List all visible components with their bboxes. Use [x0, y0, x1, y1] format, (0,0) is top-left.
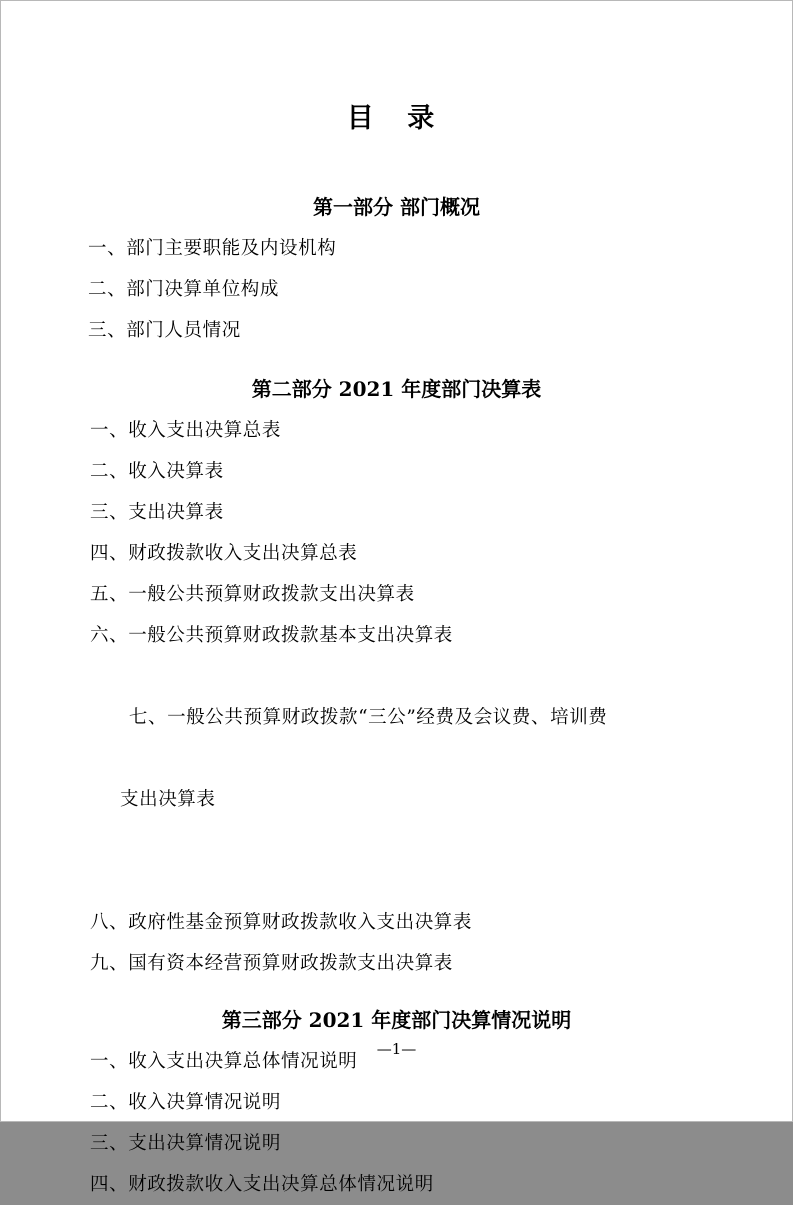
section-heading-part-2: 第二部分 2021 年度部门决算表: [251, 377, 542, 401]
toc-entry[interactable]: 八、政府性基金预算财政拨款收入支出决算表: [90, 912, 473, 933]
toc-entry[interactable]: 五、一般公共预算财政拨款支出决算表: [90, 584, 415, 605]
toc-entry[interactable]: 三、支出决算表: [90, 502, 224, 523]
toc-entry[interactable]: 九、国有资本经营预算财政拨款支出决算表: [90, 953, 453, 974]
toc-entry[interactable]: 一、收入支出决算总表: [90, 420, 282, 441]
toc-entry[interactable]: 二、部门决算单位构成: [88, 279, 280, 300]
section-heading-part-1: 第一部分 部门概况: [313, 195, 480, 219]
toc-entry-line-2: 支出决算表: [120, 789, 216, 810]
page-title: 目 录: [346, 103, 447, 134]
toc-entry[interactable]: 一、收入支出决算总体情况说明: [90, 1051, 358, 1072]
toc-entry-multiline[interactable]: [88, 656, 705, 902]
page-content: [88, 0, 705, 1195]
toc-entry-line-1: 七、一般公共预算财政拨款“三公”经费及会议费、培训费: [128, 707, 608, 728]
toc-entry[interactable]: 二、收入决算情况说明: [90, 1092, 282, 1113]
toc-entry[interactable]: 三、部门人员情况: [88, 320, 241, 341]
toc-entry[interactable]: 三、支出决算情况说明: [90, 1133, 282, 1154]
toc-entry[interactable]: 四、财政拨款收入支出决算总表: [90, 543, 358, 564]
section-heading-part-3: 第三部分 2021 年度部门决算情况说明: [221, 1008, 572, 1032]
toc-entry[interactable]: 二、收入决算表: [90, 461, 224, 482]
page-number: —1—: [376, 1040, 417, 1058]
toc-entry[interactable]: 四、财政拨款收入支出决算总体情况说明: [90, 1174, 434, 1195]
toc-entry[interactable]: 六、一般公共预算财政拨款基本支出决算表: [90, 625, 453, 646]
toc-entry[interactable]: 一、部门主要职能及内设机构: [88, 238, 337, 259]
